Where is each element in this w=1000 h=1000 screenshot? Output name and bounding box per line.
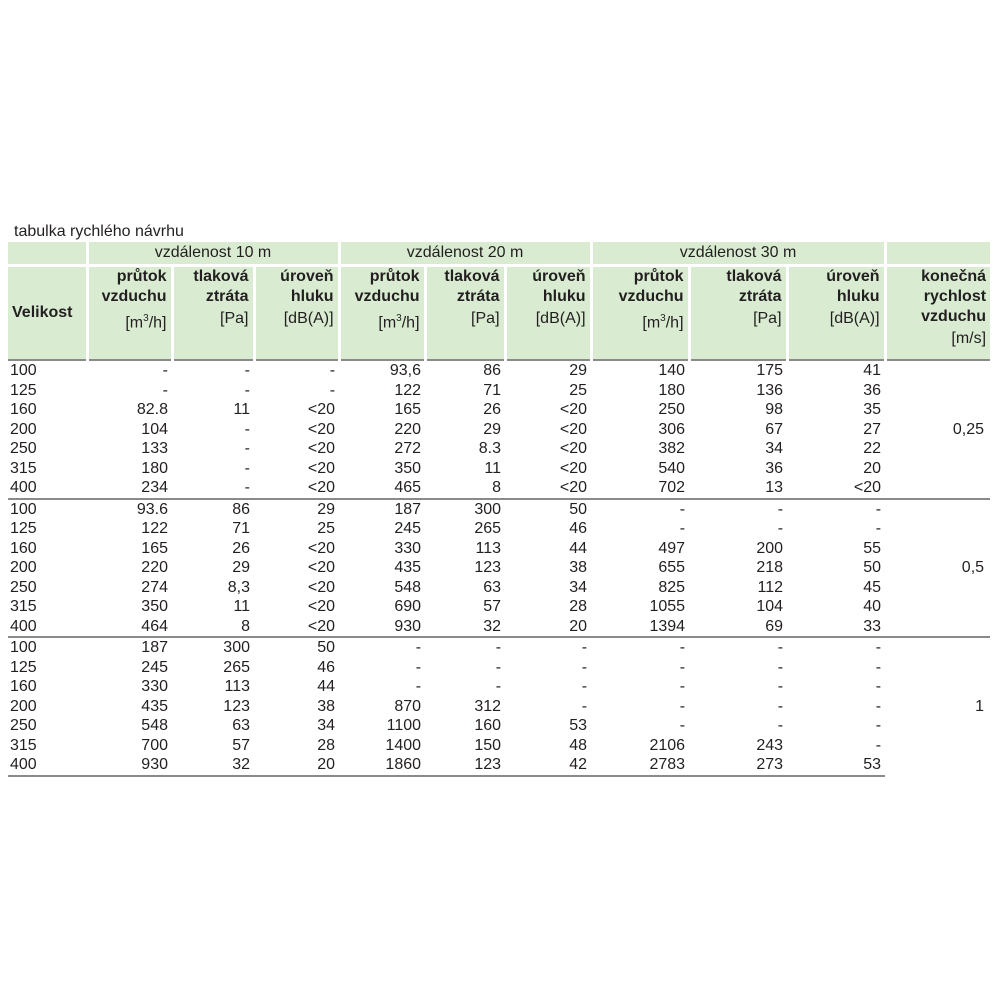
value-cell: <20 [559, 479, 588, 497]
table-row [8, 478, 990, 499]
value-cell: 38 [569, 559, 588, 577]
value-cell: - [875, 697, 882, 715]
velocity-cell: 0,25 [885, 360, 990, 499]
value-cell: 11 [233, 401, 250, 419]
value-cell: - [329, 381, 336, 399]
value-cell: - [244, 479, 250, 497]
size-cell: 400 [10, 617, 37, 635]
table-row [8, 400, 990, 420]
value-cell: 243 [756, 736, 784, 754]
column-header-row [8, 266, 990, 361]
column-header-name: průtok vzduchu [618, 268, 684, 305]
value-cell: 825 [658, 578, 686, 596]
flow-header-30m [591, 266, 689, 361]
value-cell: 187 [339, 499, 425, 520]
value-cell: 8,3 [227, 578, 250, 596]
value-cell: - [787, 637, 885, 658]
value-cell: - [244, 459, 250, 477]
column-header-unit: [Pa] [753, 310, 782, 327]
value-cell: - [495, 678, 502, 696]
size-cell: 160 [10, 678, 37, 696]
value-cell: <20 [307, 420, 336, 438]
size-cell: 250 [10, 717, 37, 735]
value-cell: 63 [483, 578, 502, 596]
value-cell: 34 [317, 717, 336, 735]
velocity-group [8, 499, 990, 638]
value-cell: 150 [474, 736, 502, 754]
unit-prefix: [m [125, 314, 144, 332]
table-row [8, 697, 990, 717]
column-header-unit: [dB(A)] [283, 310, 334, 327]
noise-header-10m [254, 266, 339, 361]
table-row [8, 539, 990, 559]
value-cell: - [875, 736, 882, 754]
unit-superscript: 3 [143, 313, 149, 324]
value-cell: - [505, 637, 591, 658]
table-row [8, 597, 990, 617]
value-cell: 2783 [591, 755, 689, 776]
value-cell: 36 [765, 459, 784, 477]
value-cell: 50 [863, 559, 882, 577]
quick-design-table [8, 242, 990, 777]
value-cell: 11 [484, 459, 502, 477]
velocity-group [8, 637, 990, 776]
value-cell: - [689, 499, 787, 520]
column-header-unit: [dB(A)] [829, 310, 880, 327]
value-cell: 27 [863, 420, 882, 438]
value-cell: - [591, 499, 689, 520]
column-header-unit: [dB(A)] [535, 310, 586, 327]
value-cell: - [875, 678, 882, 696]
value-cell: 175 [689, 360, 787, 381]
value-cell: 273 [689, 755, 787, 776]
value-cell: 11 [233, 598, 250, 616]
value-cell: 55 [863, 539, 882, 557]
value-cell: 45 [863, 578, 882, 596]
value-cell: 46 [317, 658, 336, 676]
value-cell: - [244, 381, 250, 399]
value-cell: - [415, 658, 422, 676]
value-cell: - [581, 697, 588, 715]
value-cell: 71 [232, 520, 250, 538]
value-cell: - [787, 499, 885, 520]
value-cell: 930 [87, 755, 172, 776]
unit-prefix: [m [378, 314, 397, 332]
value-cell: - [415, 678, 422, 696]
value-cell: 20 [254, 755, 339, 776]
velocity-cell: 1 [885, 637, 990, 776]
value-cell: 165 [394, 401, 422, 419]
value-cell: 382 [658, 440, 686, 458]
value-cell: - [777, 697, 784, 715]
size-cell: 315 [10, 598, 37, 616]
value-cell: 123 [474, 559, 502, 577]
value-cell: 36 [863, 381, 882, 399]
value-cell: 265 [223, 658, 250, 676]
value-cell: 28 [569, 598, 588, 616]
column-header-name: tlaková ztráta [193, 268, 249, 305]
value-cell: 702 [658, 479, 686, 497]
value-cell: 245 [394, 520, 422, 538]
value-cell: 350 [141, 598, 168, 616]
value-cell: 160 [474, 717, 502, 735]
table-row [8, 439, 990, 459]
value-cell: 38 [317, 697, 336, 715]
column-header-name: průtok vzduchu [101, 268, 167, 305]
value-cell: 245 [141, 658, 168, 676]
value-cell: 548 [394, 578, 422, 596]
value-cell: 50 [505, 499, 591, 520]
column-header-name: úroveň hluku [280, 268, 334, 305]
value-cell: 53 [569, 717, 588, 735]
value-cell: 330 [394, 539, 422, 557]
noise-header-30m [787, 266, 885, 361]
value-cell: - [777, 717, 784, 735]
value-cell: 93,6 [339, 360, 425, 381]
value-cell: 71 [483, 381, 502, 399]
value-cell: 122 [394, 381, 422, 399]
value-cell: 220 [394, 420, 422, 438]
value-cell: 32 [172, 755, 254, 776]
value-cell: <20 [307, 539, 336, 557]
unit-suffix: /h] [148, 314, 167, 332]
value-cell: 35 [863, 401, 882, 419]
value-cell: 33 [863, 617, 882, 635]
table-row [8, 420, 990, 440]
size-cell: 250 [10, 578, 37, 596]
table-title: tabulka rychlého návrhu [14, 223, 184, 240]
table-row [8, 459, 990, 479]
value-cell: 330 [141, 678, 168, 696]
value-cell: <20 [307, 401, 336, 419]
value-cell: <20 [853, 479, 882, 497]
value-cell: 165 [141, 539, 168, 557]
value-cell: 300 [425, 499, 505, 520]
size-cell: 315 [10, 459, 37, 477]
value-cell: 50 [254, 637, 339, 658]
value-cell: <20 [307, 459, 336, 477]
table-row [8, 658, 990, 678]
flow-header-10m [87, 266, 172, 361]
value-cell: 67 [765, 420, 784, 438]
table-row [8, 558, 990, 578]
value-cell: <20 [307, 617, 336, 635]
value-cell: 350 [394, 459, 422, 477]
value-cell: 133 [141, 440, 168, 458]
value-cell: 136 [756, 381, 784, 399]
pressure-header-20m [425, 266, 505, 361]
value-cell: 464 [141, 617, 168, 635]
value-cell: 250 [658, 401, 686, 419]
value-cell: - [495, 658, 502, 676]
column-header-name: tlaková ztráta [726, 268, 782, 305]
unit-suffix: /h] [401, 314, 420, 332]
value-cell: - [87, 360, 172, 381]
value-cell: 180 [658, 381, 686, 399]
table-row [8, 578, 990, 598]
value-cell: - [254, 360, 339, 381]
size-cell: 400 [10, 479, 37, 497]
column-header-unit [345, 308, 420, 334]
table-row [8, 519, 990, 539]
column-header-unit [597, 308, 684, 334]
value-cell: <20 [307, 479, 336, 497]
pressure-header-10m [172, 266, 254, 361]
value-cell: 20 [569, 617, 588, 635]
value-cell: 180 [141, 459, 168, 477]
value-cell: 41 [787, 360, 885, 381]
column-header-name: průtok vzduchu [354, 268, 420, 305]
value-cell: 312 [474, 697, 502, 715]
value-cell: 8 [492, 479, 502, 497]
value-cell: 1860 [339, 755, 425, 776]
velocity-cell: 0,5 [885, 499, 990, 638]
distance-30m-header: vzdálenost 30 m [591, 242, 885, 266]
distance-header-row [8, 242, 990, 266]
table-row [8, 499, 990, 520]
value-cell: 274 [141, 578, 168, 596]
noise-header-20m [505, 266, 591, 361]
value-cell: 98 [765, 401, 784, 419]
size-cell: 160 [10, 539, 37, 557]
value-cell: - [875, 520, 882, 538]
size-cell: 125 [10, 658, 37, 676]
velocity-group [8, 360, 990, 499]
value-cell: - [339, 637, 425, 658]
table-row [8, 637, 990, 658]
value-cell: 690 [394, 598, 422, 616]
column-header-name: tlaková ztráta [444, 268, 500, 305]
value-cell: <20 [559, 459, 588, 477]
value-cell: 29 [254, 499, 339, 520]
value-cell: 1055 [649, 598, 686, 616]
value-cell: <20 [559, 440, 588, 458]
value-cell: 306 [658, 420, 686, 438]
value-cell: - [581, 658, 588, 676]
table-row [8, 716, 990, 736]
value-cell: 69 [765, 617, 784, 635]
pressure-header-30m [689, 266, 787, 361]
value-cell: 113 [475, 539, 502, 557]
value-cell: 104 [141, 420, 168, 438]
value-cell: - [679, 678, 686, 696]
value-cell: 1100 [386, 717, 422, 735]
value-cell: 13 [765, 479, 784, 497]
value-cell: - [244, 420, 250, 438]
value-cell: 86 [425, 360, 505, 381]
size-column-header: Velikost [8, 266, 87, 361]
value-cell: <20 [559, 401, 588, 419]
value-cell: <20 [307, 559, 336, 577]
value-cell: - [679, 717, 686, 735]
value-cell: - [679, 697, 686, 715]
size-cell: 200 [10, 559, 37, 577]
column-header-name: konečná rychlost vzduchu [921, 268, 987, 325]
table-row [8, 755, 990, 776]
unit-superscript: 3 [660, 313, 666, 324]
table-row [8, 736, 990, 756]
value-cell: 25 [317, 520, 336, 538]
size-cell: 100 [8, 360, 87, 381]
table-row [8, 381, 990, 401]
value-cell: 700 [141, 736, 168, 754]
value-cell: - [679, 658, 686, 676]
value-cell: - [581, 678, 588, 696]
empty-corner-cell [8, 242, 87, 266]
value-cell: <20 [307, 578, 336, 596]
size-cell: 100 [8, 499, 87, 520]
value-cell: 34 [765, 440, 784, 458]
value-cell: 22 [863, 440, 882, 458]
value-cell: 122 [141, 520, 168, 538]
value-cell: 2106 [649, 736, 686, 754]
value-cell: - [777, 658, 784, 676]
value-cell: 1394 [649, 617, 686, 635]
value-cell: 63 [232, 717, 250, 735]
size-cell: 200 [10, 697, 37, 715]
value-cell: - [172, 360, 254, 381]
table-row [8, 360, 990, 381]
value-cell: - [162, 381, 168, 399]
value-cell: 40 [863, 598, 882, 616]
distance-10m-header: vzdálenost 10 m [87, 242, 339, 266]
flow-header-20m [339, 266, 425, 361]
unit-superscript: 3 [396, 313, 402, 324]
value-cell: 218 [756, 559, 784, 577]
value-cell: - [875, 658, 882, 676]
size-cell: 250 [10, 440, 37, 458]
value-cell: 112 [757, 578, 784, 596]
column-header-unit: [m/s] [951, 330, 987, 347]
size-cell: 160 [10, 401, 37, 419]
value-cell: - [425, 637, 505, 658]
value-cell: - [777, 678, 784, 696]
value-cell: 234 [141, 479, 168, 497]
empty-velocity-group-cell [885, 242, 990, 266]
value-cell: 540 [658, 459, 686, 477]
value-cell: 28 [317, 736, 336, 754]
value-cell: 25 [569, 381, 588, 399]
value-cell: 86 [172, 499, 254, 520]
value-cell: 187 [87, 637, 172, 658]
value-cell: 34 [569, 578, 588, 596]
size-cell: 315 [10, 736, 37, 754]
value-cell: 113 [224, 678, 250, 696]
value-cell: - [777, 520, 784, 538]
value-cell: 200 [756, 539, 784, 557]
size-cell: 200 [10, 420, 37, 438]
value-cell: 29 [232, 559, 250, 577]
value-cell: 435 [141, 697, 168, 715]
unit-suffix: /h] [665, 314, 684, 332]
value-cell: <20 [559, 420, 588, 438]
value-cell: 497 [658, 539, 686, 557]
velocity-header [885, 266, 990, 361]
value-cell: - [244, 440, 250, 458]
value-cell: 44 [569, 539, 588, 557]
value-cell: - [875, 717, 882, 735]
table-row [8, 617, 990, 638]
column-header-name: úroveň hluku [826, 268, 880, 305]
value-cell: 655 [658, 559, 686, 577]
value-cell: 44 [317, 678, 336, 696]
value-cell: 26 [483, 401, 502, 419]
value-cell: 46 [569, 520, 588, 538]
value-cell: 57 [483, 598, 502, 616]
value-cell: 82.8 [136, 401, 168, 419]
value-cell: 26 [232, 539, 250, 557]
value-cell: - [591, 637, 689, 658]
column-header-unit: [Pa] [220, 310, 249, 327]
column-header-name: úroveň hluku [532, 268, 586, 305]
column-header-unit [93, 308, 167, 334]
table-row [8, 677, 990, 697]
value-cell: 53 [787, 755, 885, 776]
size-cell: 400 [8, 755, 87, 776]
size-cell: 125 [10, 520, 37, 538]
value-cell: 57 [232, 736, 250, 754]
value-cell: 48 [569, 736, 588, 754]
value-cell: 1400 [385, 736, 422, 754]
value-cell: 300 [172, 637, 254, 658]
value-cell: 32 [483, 617, 502, 635]
value-cell: 930 [394, 617, 422, 635]
value-cell: 465 [394, 479, 422, 497]
value-cell: 8 [241, 617, 250, 635]
column-header-unit: [Pa] [471, 310, 500, 327]
value-cell: 42 [505, 755, 591, 776]
value-cell: - [689, 637, 787, 658]
value-cell: 870 [394, 697, 422, 715]
value-cell: 104 [756, 598, 784, 616]
value-cell: 220 [141, 559, 168, 577]
value-cell: 8.3 [478, 440, 502, 458]
value-cell: <20 [307, 598, 336, 616]
value-cell: <20 [307, 440, 336, 458]
distance-20m-header: vzdálenost 20 m [339, 242, 591, 266]
size-cell: 100 [8, 637, 87, 658]
value-cell: 20 [863, 459, 882, 477]
value-cell: 548 [141, 717, 168, 735]
value-cell: 123 [223, 697, 250, 715]
value-cell: 123 [425, 755, 505, 776]
value-cell: 272 [394, 440, 422, 458]
value-cell: 29 [483, 420, 502, 438]
unit-prefix: [m [642, 314, 661, 332]
value-cell: 29 [505, 360, 591, 381]
size-cell: 125 [10, 381, 37, 399]
value-cell: 435 [394, 559, 422, 577]
value-cell: - [679, 520, 686, 538]
value-cell: 265 [474, 520, 502, 538]
value-cell: 140 [591, 360, 689, 381]
value-cell: 93.6 [87, 499, 172, 520]
